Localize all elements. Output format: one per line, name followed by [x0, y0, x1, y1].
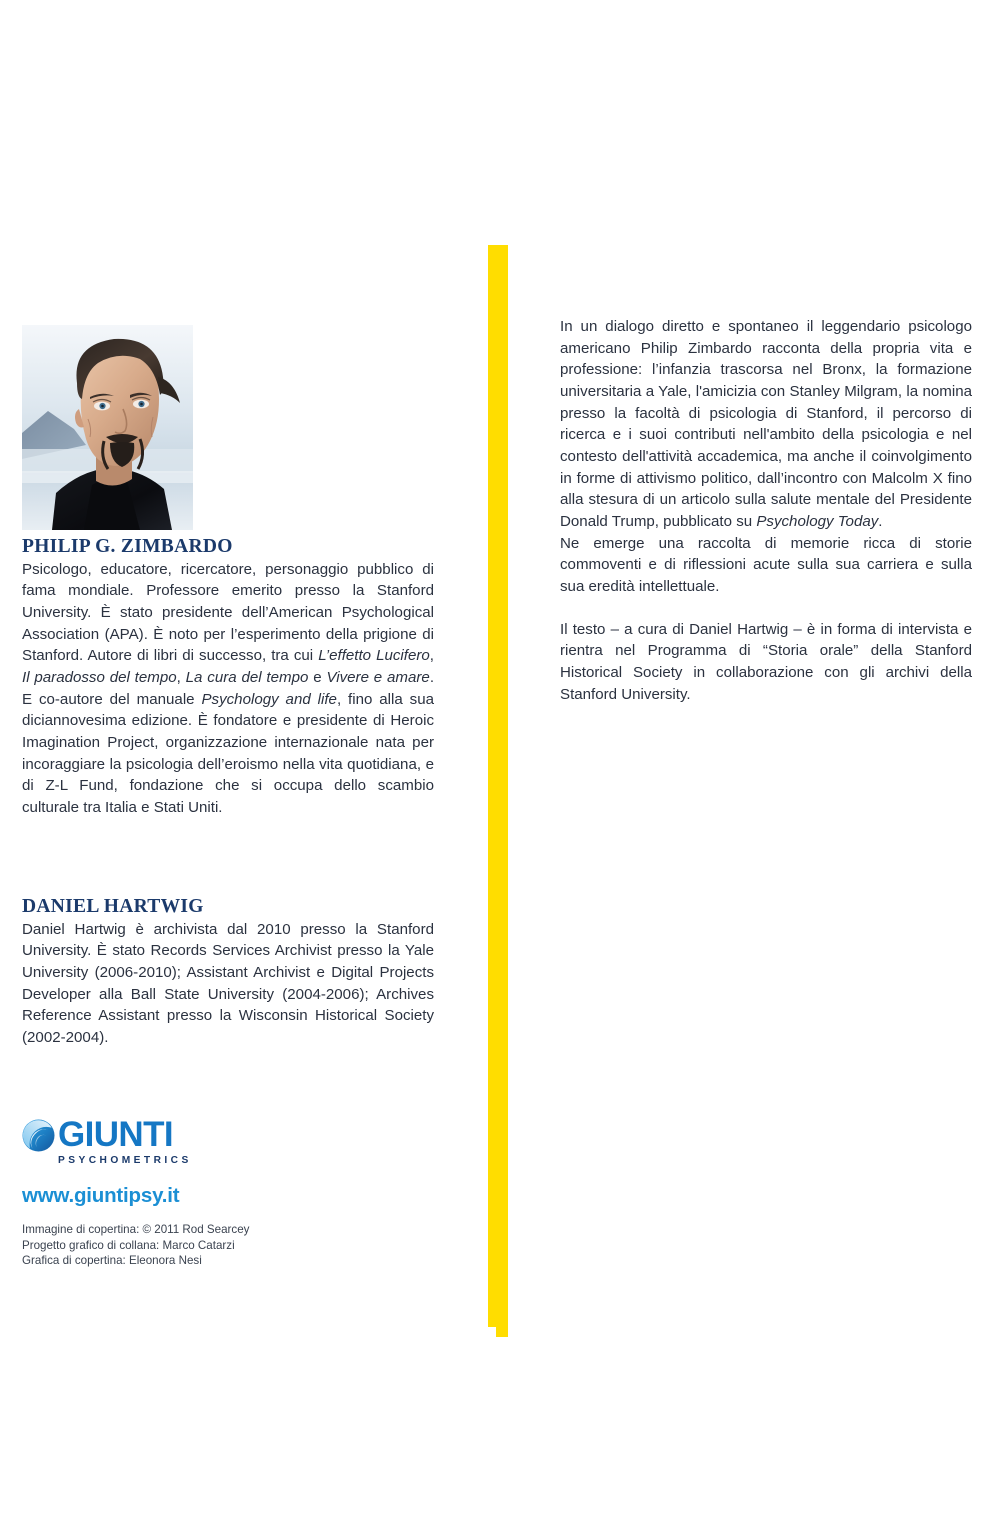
author-bio-hartwig: [22, 896, 434, 1049]
credit-line: Grafica di copertina: Eleonora Nesi: [22, 1254, 202, 1268]
publisher-website-link[interactable]: www.giuntipsy.it: [22, 1184, 180, 1208]
publisher-name: GIUNTI: [58, 1115, 174, 1154]
author-bio-zimbardo: [22, 536, 434, 819]
cover-credits: [22, 1222, 434, 1269]
author-name-hartwig: DANIEL HARTWIG: [22, 896, 204, 917]
author-portrait-photo: [22, 325, 193, 530]
author-name-zimbardo: PHILIP G. ZIMBARDO: [22, 536, 233, 557]
blurb-paragraph: Il testo – a cura di Daniel Hartwig – è in forma di intervista e rientra nel Programma di “Storia orale” della Stanford Historical Society in collaborazione con gli archivi della Stanford University.: [560, 620, 972, 703]
blurb-paragraph: Ne emerge una raccolta di memorie ricca di storie commoventi e di riflessioni acute sulla sua carriera e sulla sua eredità intellettuale.: [560, 534, 972, 595]
divider-bar-left-segment: [488, 245, 496, 1327]
book-blurb: [560, 316, 972, 705]
divider-bar-main-segment: [496, 245, 508, 1337]
publisher-logo-block: [22, 1115, 434, 1208]
yellow-divider-bar: [488, 245, 508, 1337]
author-bio-text-zimbardo: Psicologo, educatore, ricercatore, personaggio pubblico di fama mondiale. Professore emerito presso la Stanford University. È stato presidente dell’American Psychological Association (APA). È noto per l’esperimento della prigione di Stanford. Autore di libri di successo, tra cui L’effetto Lucifero, Il paradosso del tempo, La cura del tempo e Vivere e amare. E co-autore del manuale Psychology and life, fino alla sua diciannovesima edizione. È fondatore e presidente di Heroic Imagination Project, organizzazione internazionale nata per incoraggiare la psicologia dell’eroismo nella vita quotidiana, e di Z-L Fund, fondazione che si occupa dello scambio culturale tra Italia e Stati Uniti.: [22, 560, 435, 817]
blurb-paragraph: In un dialogo diretto e spontaneo il leggendario psicologo americano Philip Zimbardo racconta della propria vita e professione: l’infanzia trascorsa nel Bronx, la formazione universitaria a Yale, l'amicizia con Stanley Milgram, la nomina presso la facoltà di psicologia di Stanford, il percorso di ricerca e i suoi contributi nell'ambito della psicologia e nel contesto dell'attività accademica, ma anche il coinvolgimento in forme di attivismo politico, dall’incontro con Malcolm X fino alla stesura di un articolo sulla salute mentale del Presidente Donald Trump, pubblicato su Psychology Today.: [560, 318, 972, 530]
author-bio-text-hartwig: Daniel Hartwig è archivista dal 2010 presso la Stanford University. È stato Records Services Archivist presso la Yale University (2006-2010); Assistant Archivist e Digital Projects Developer alla Ball State University (2004-2006); Archives Reference Assistant presso la Wisconsin Historical Society (2002-2004).: [22, 920, 434, 1047]
credit-line: Progetto grafico di collana: Marco Catarzi: [22, 1238, 235, 1252]
publisher-division: PSYCHOMETRICS: [58, 1155, 192, 1167]
giunti-globe-icon: [22, 1119, 55, 1152]
credit-line: Immagine di copertina: © 2011 Rod Searcey: [22, 1223, 250, 1236]
